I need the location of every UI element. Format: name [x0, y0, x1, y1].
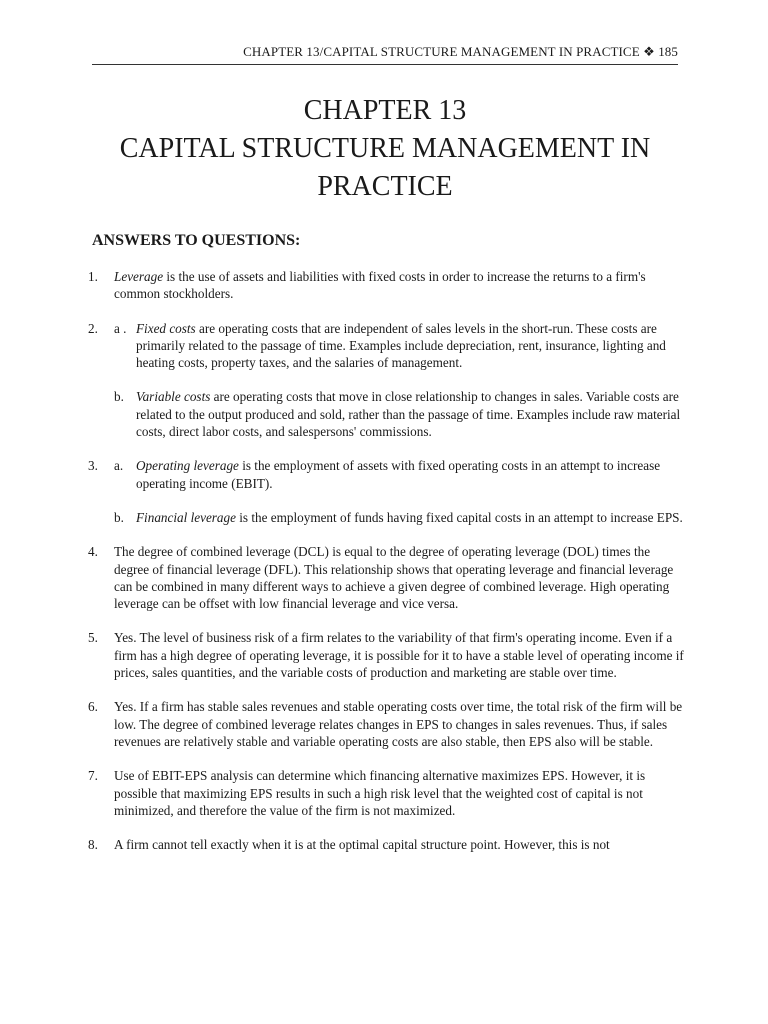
answer-text: The degree of combined leverage (DCL) is equal to the degree of operating leverage (DOL) times the degree of financial leverage (DFL). This relationship shows that operating leverage and financial leverage can be combined in many different ways to achieve a given degree of combined leverage. High operating leverage can be offset with low financial leverage and vice versa.: [114, 544, 674, 612]
sub-item-letter: a .: [114, 320, 127, 336]
answer-text: A firm cannot tell exactly when it is at the optimal capital structure point. However, this is not: [114, 837, 610, 853]
running-header: CHAPTER 13/CAPITAL STRUCTURE MANAGEMENT IN PRACTICE ❖ 185: [243, 44, 678, 59]
sub-item-a: [114, 457, 688, 492]
answer-text: Yes. If a firm has stable sales revenues and stable operating costs over time, the total risk of the firm will be low. The degree of combined leverage relates changes in EPS to changes in sales revenues. Thus, if sales revenues are relatively stable and variable operating costs are also stable, then EPS also will be stable.: [114, 699, 683, 749]
key-term: Variable costs: [136, 389, 211, 405]
sub-item-letter: b.: [114, 389, 124, 405]
key-term: Operating leverage: [136, 458, 239, 474]
answer-item-7: [88, 767, 688, 819]
header-rule: [92, 64, 678, 65]
sub-item-b: [114, 509, 688, 526]
answer-item-1: [88, 268, 688, 303]
sub-item-letter: b.: [114, 509, 124, 525]
answer-item-2: [88, 320, 688, 441]
section-heading: ANSWERS TO QUESTIONS:: [92, 232, 301, 249]
chapter-title: [80, 92, 690, 206]
sub-item-a: [114, 320, 688, 372]
key-term: Leverage: [114, 269, 164, 284]
item-number: 3.: [88, 458, 98, 474]
key-term: Fixed costs: [136, 320, 196, 336]
answer-text: Use of EBIT-EPS analysis can determine which financing alternative maximizes EPS. However, it is possible that maximizing EPS results in such a high risk level that the weighted cost of capital is not minimized, and therefore the value of the firm is not maximized.: [114, 768, 646, 818]
answer-item-8: [88, 836, 688, 853]
item-number: 7.: [88, 768, 98, 784]
key-term: Financial leverage: [136, 509, 236, 525]
answer-item-3: [88, 457, 688, 526]
answers-list: [88, 268, 688, 870]
answer-text: is the employment of assets with fixed operating costs in an attempt to increase operating income (EBIT).: [136, 458, 661, 491]
item-number: 8.: [88, 837, 98, 853]
answer-item-6: [88, 698, 688, 750]
sub-item-b: [114, 388, 688, 440]
item-number: 2.: [88, 320, 98, 336]
answer-text: Yes. The level of business risk of a firm relates to the variability of that firm's operating income. Even if a firm has a high degree of operating leverage, it is possible for it to have a stable level of operating income if prices, sales quantities, and the variable costs of production and marketing are stable over time.: [114, 630, 684, 681]
sub-item-letter: a.: [114, 458, 124, 474]
chapter-title-line-2: PRACTICE: [317, 171, 453, 202]
answer-text: are operating costs that move in close relationship to changes in sales. Variable costs are related to the output produced and sold, rather than the passage of time. Examples include raw material costs, direct labor costs, and salespersons' commissions.: [136, 389, 681, 440]
item-number: 6.: [88, 699, 98, 715]
item-number: 1.: [88, 269, 98, 284]
item-number: 5.: [88, 630, 98, 646]
item-number: 4.: [88, 544, 98, 560]
chapter-number: CHAPTER 13: [303, 95, 467, 126]
answer-item-4: [88, 543, 688, 612]
chapter-title-line-1: CAPITAL STRUCTURE MANAGEMENT IN: [119, 133, 651, 164]
answer-text: are operating costs that are independent of sales levels in the short-run. These costs are primarily related to the passage of time. Examples include depreciation, rent, insurance, lighting and heating costs, property taxes, and the salaries of management.: [136, 320, 666, 371]
answer-text: is the use of assets and liabilities with fixed costs in order to increase the returns to a firm's common stockholders.: [114, 269, 646, 302]
answer-text: is the employment of funds having fixed capital costs in an attempt to increase EPS.: [235, 509, 683, 525]
answer-item-5: [88, 629, 688, 681]
